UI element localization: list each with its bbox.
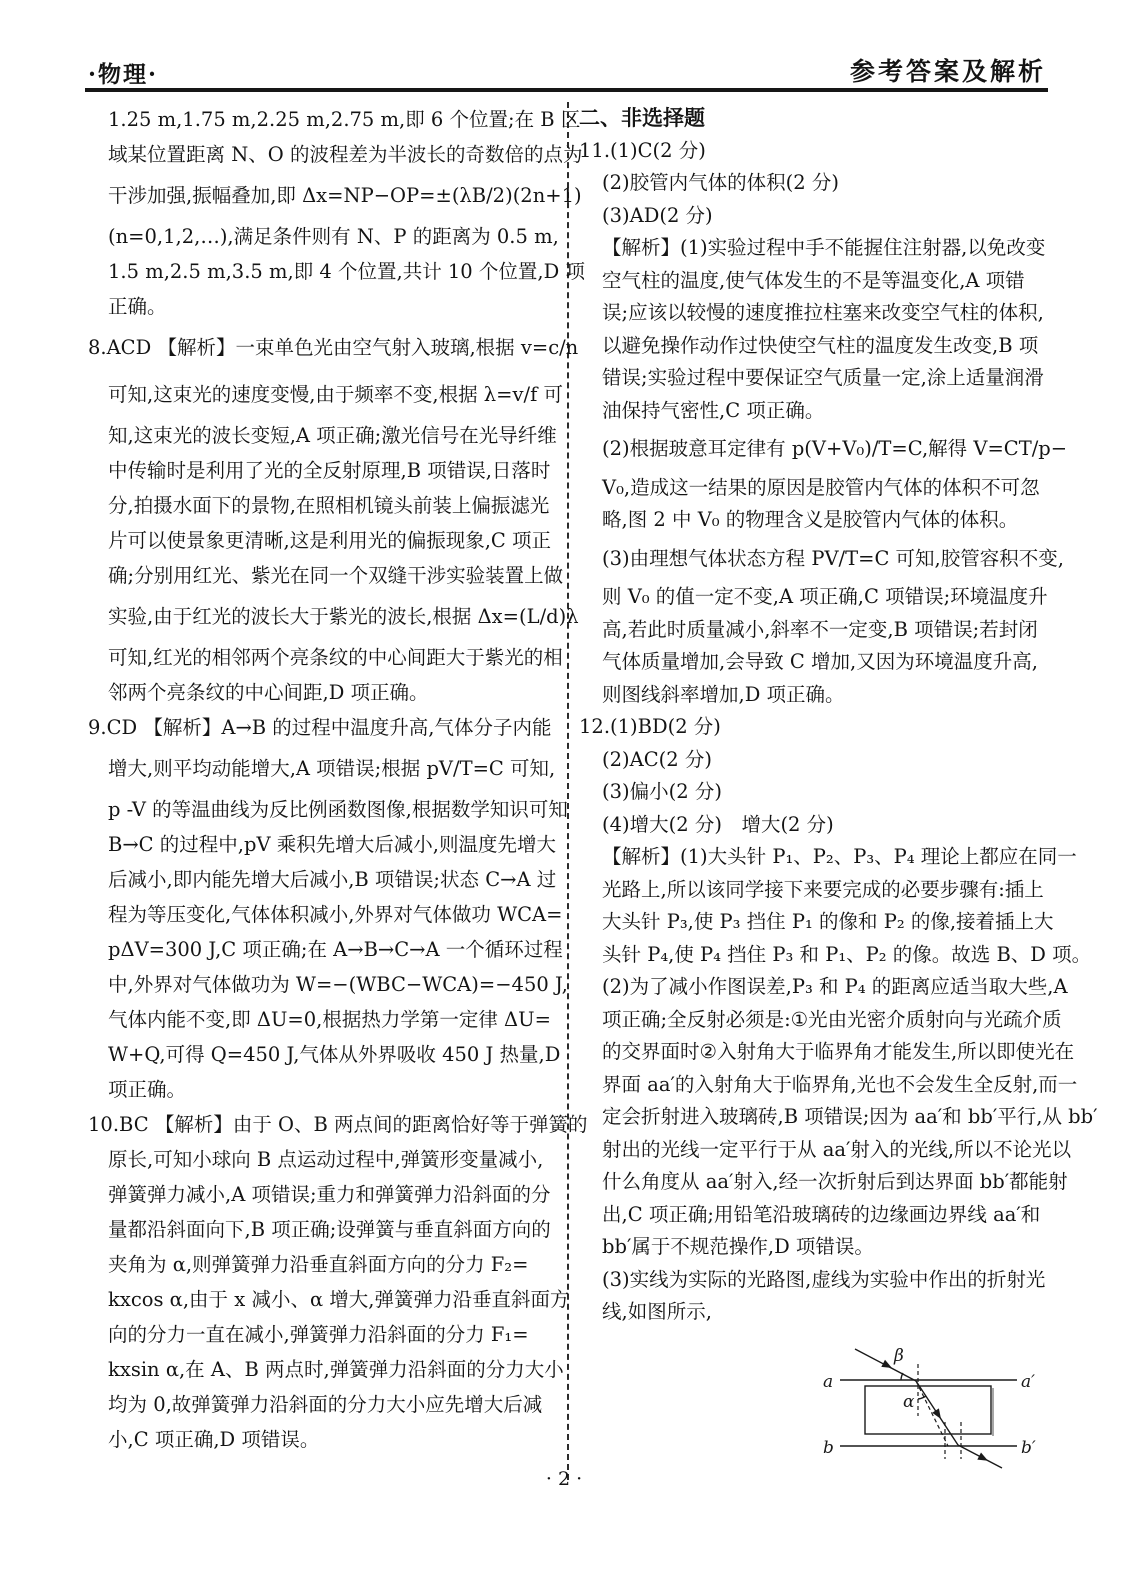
text-line: (3)实线为实际的光路图,虚线为实验中作出的折射光 — [602, 1267, 1046, 1291]
refracted-ray-arrowhead — [932, 1408, 941, 1419]
text-line: 错误;实验过程中要保证空气质量一定,涂上适量润滑 — [602, 366, 1044, 389]
text-line: bb′属于不规范操作,D 项错误。 — [602, 1235, 874, 1258]
text-line: 可知,红光的相邻两个亮条纹的中心间距大于紫光的相 — [108, 646, 563, 669]
text-line: 则图线斜率增加,D 项正确。 — [602, 682, 845, 706]
text-line: 1.5 m,2.5 m,3.5 m,即 4 个位置,共计 10 个位置,D 项 — [108, 260, 585, 283]
text-line: 量都沿斜面向下,B 项正确;设弹簧与垂直斜面方向的 — [108, 1218, 551, 1241]
text-line: 确;分别用红光、紫光在同一个双缝干涉实验装置上做 — [108, 564, 564, 587]
text-line: 气体质量增加,会导致 C 增加,又因为环境温度升高, — [602, 650, 1038, 673]
exit-ray-arrowhead — [977, 1453, 988, 1461]
text-line: 弹簧弹力减小,A 项错误;重力和弹簧弹力沿斜面的分 — [108, 1183, 551, 1206]
refracted-ray-experimental-dashed — [916, 1381, 948, 1446]
text-line: (3)AD(2 分) — [602, 203, 713, 227]
text-line: 可知,这束光的速度变慢,由于频率不变,根据 λ=v/f 可 — [108, 383, 563, 406]
text-line: V₀,造成这一结果的原因是胶管内气体的体积不可忽 — [602, 475, 1040, 499]
text-line: (3)由理想气体状态方程 PV/T=C 可知,胶管容积不变, — [602, 546, 1064, 570]
text-line: 程为等压变化,气体体积减小,外界对气体做功 WCA= — [108, 903, 563, 926]
text-line: 项正确。 — [108, 1078, 187, 1101]
text-line: 定会折射进入玻璃砖,B 项错误;因为 aa′和 bb′平行,从 bb′ — [602, 1105, 1098, 1128]
text-line: 出,C 项正确;用铅笔沿玻璃砖的边缘画边界线 aa′和 — [602, 1202, 1041, 1226]
text-line: 略,图 2 中 V₀ 的物理含义是胶管内气体的体积。 — [602, 508, 1019, 531]
text-line: 项正确;全反射必须是:①光由光密介质射向与光疏介质 — [602, 1007, 1062, 1031]
text-line: B→C 的过程中,pV 乘积先增大后减小,则温度先增大 — [108, 833, 556, 856]
text-line: W+Q,可得 Q=450 J,气体从外界吸收 450 J 热量,D — [108, 1043, 561, 1066]
text-line: 后减小,即内能先增大后减小,B 项错误;状态 C→A 过 — [108, 868, 557, 891]
page-title: 参考答案及解析 — [849, 57, 1046, 86]
text-line: 9.CD 【解析】A→B 的过程中温度升高,气体分子内能 — [88, 716, 552, 739]
text-line: 误;应该以较慢的速度推拉柱塞来改变空气柱的体积, — [602, 301, 1044, 324]
label-a: a — [823, 1372, 834, 1392]
text-line: (2)为了减小作图误差,P₃ 和 P₄ 的距离应适当取大些,A — [602, 975, 1068, 998]
label-alpha: α — [903, 1392, 915, 1412]
text-line: 知,这束光的波长变短,A 项正确;激光信号在光导纤维 — [108, 424, 557, 447]
text-line: 11.(1)C(2 分) — [579, 138, 706, 162]
text-line: 界面 aa′的入射角大于临界角,光也不会发生全反射,而一 — [602, 1072, 1078, 1096]
text-line: 正确。 — [108, 295, 167, 318]
text-line: 均为 0,故弹簧弹力沿斜面的分力大小应先增大后减 — [108, 1393, 543, 1416]
text-line: 邻两个亮条纹的中心间距,D 项正确。 — [108, 681, 429, 704]
text-line: 实验,由于红光的波长大于紫光的波长,根据 Δx=(L/d)λ — [108, 605, 579, 628]
left-column-text — [86, 102, 588, 1457]
label-b-prime: b′ — [1021, 1438, 1036, 1458]
text-line: 增大,则平均动能增大,A 项错误;根据 pV/T=C 可知, — [108, 757, 556, 780]
text-line: (2)根据玻意耳定律有 p(V+V₀)/T=C,解得 V=CT/p− — [602, 437, 1068, 460]
page-number: · 2 · — [545, 1468, 583, 1490]
text-line: 线,如图所示, — [602, 1300, 712, 1323]
text-line: 【解析】(1)实验过程中手不能握住注射器,以免改变 — [602, 236, 1046, 259]
incident-ray-arrowhead — [881, 1360, 892, 1368]
text-line: 小,C 项正确,D 项错误。 — [108, 1428, 320, 1451]
text-line: 1.25 m,1.75 m,2.25 m,2.75 m,即 6 个位置;在 B 区 — [108, 108, 581, 131]
label-a-prime: a′ — [1021, 1372, 1035, 1392]
text-line: 干涉加强,振幅叠加,即 Δx=NP−OP=±(λB/2)(2n+1) — [108, 184, 582, 207]
text-line: 8.ACD 【解析】一束单色光由空气射入玻璃,根据 v=c/n — [88, 336, 579, 359]
refraction-figure — [795, 1342, 1067, 1518]
text-line: 油保持气密性,C 项正确。 — [602, 398, 825, 422]
text-line: (2)胶管内气体的体积(2 分) — [602, 171, 839, 194]
text-line: 12.(1)BD(2 分) — [579, 715, 721, 738]
text-line: (2)AC(2 分) — [602, 747, 712, 771]
text-line: 气体内能不变,即 ΔU=0,根据热力学第一定律 ΔU= — [108, 1008, 551, 1031]
text-line: (4)增大(2 分) 增大(2 分) — [602, 812, 834, 836]
text-line: kxcos α,由于 x 减小、α 增大,弹簧弹力沿垂直斜面方 — [108, 1288, 570, 1311]
text-line: 射出的光线一定平行于从 aa′射入的光线,所以不论光以 — [602, 1137, 1072, 1161]
header-rule — [85, 88, 1048, 92]
text-line: kxsin α,在 A、B 两点时,弹簧弹力沿斜面的分力大小 — [108, 1358, 564, 1381]
text-line: pΔV=300 J,C 项正确;在 A→B→C→A 一个循环过程 — [108, 938, 563, 961]
text-line: 的交界面时②入射角大于临界角才能发生,所以即使光在 — [602, 1040, 1075, 1063]
text-line: 夹角为 α,则弹簧弹力沿垂直斜面方向的分力 F₂= — [108, 1253, 529, 1276]
text-line: 向的分力一直在减小,弹簧弹力沿斜面的分力 F₁= — [108, 1323, 529, 1346]
label-b: b — [823, 1438, 834, 1458]
right-column-text — [579, 102, 1098, 1329]
glass-block-rect — [865, 1386, 991, 1434]
alpha-angle-arc — [918, 1396, 926, 1399]
text-line: 分,拍摄水面下的景物,在照相机镜头前装上偏振滤光 — [108, 494, 550, 517]
text-line: 10.BC 【解析】由于 O、B 两点间的距离恰好等于弹簧的 — [88, 1113, 588, 1136]
text-line: 中,外界对气体做功为 W=−(WBC−WCA)=−450 J, — [108, 973, 568, 996]
text-line: 光路上,所以该同学接下来要完成的必要步骤有:插上 — [602, 877, 1044, 901]
text-line: 什么角度从 aa′射入,经一次折射后到达界面 bb′都能射 — [602, 1170, 1068, 1193]
text-line: 中传输时是利用了光的全反射原理,B 项错误,日落时 — [108, 459, 551, 482]
text-line: 头针 P₄,使 P₄ 挡住 P₃ 和 P₁、P₂ 的像。故选 B、D 项。 — [602, 942, 1092, 966]
text-line: 片可以使景象更清晰,这是利用光的偏振现象,C 项正 — [108, 529, 552, 552]
text-line: 高,若此时质量减小,斜率不一定变,B 项错误;若封闭 — [602, 617, 1038, 641]
text-line: (3)偏小(2 分) — [602, 780, 722, 803]
text-line: 域某位置距离 N、O 的波程差为半波长的奇数倍的点为 — [108, 143, 583, 166]
subject-header: ·物理· — [88, 61, 159, 88]
text-line: 大头针 P₃,使 P₃ 挡住 P₁ 的像和 P₂ 的像,接着插上大 — [602, 910, 1054, 933]
text-line: 二、非选择题 — [579, 105, 705, 130]
text-line: 则 V₀ 的值一定不变,A 项正确,C 项错误;环境温度升 — [602, 585, 1048, 608]
refraction-diagram-svg — [795, 1342, 1067, 1518]
text-line: 空气柱的温度,使气体发生的不是等温变化,A 项错 — [602, 268, 1025, 292]
text-line: p -V 的等温曲线为反比例函数图像,根据数学知识可知 — [108, 798, 568, 821]
label-beta: β — [894, 1346, 904, 1366]
text-line: 【解析】(1)大头针 P₁、P₂、P₃、P₄ 理论上都应在同一 — [602, 845, 1077, 868]
text-line: (n=0,1,2,…),满足条件则有 N、P 的距离为 0.5 m, — [108, 225, 559, 248]
column-divider — [567, 102, 569, 1480]
text-line: 原长,可知小球向 B 点运动过程中,弹簧形变量减小, — [108, 1148, 544, 1171]
text-line: 以避免操作动作过快使空气柱的温度发生改变,B 项 — [602, 333, 1039, 357]
